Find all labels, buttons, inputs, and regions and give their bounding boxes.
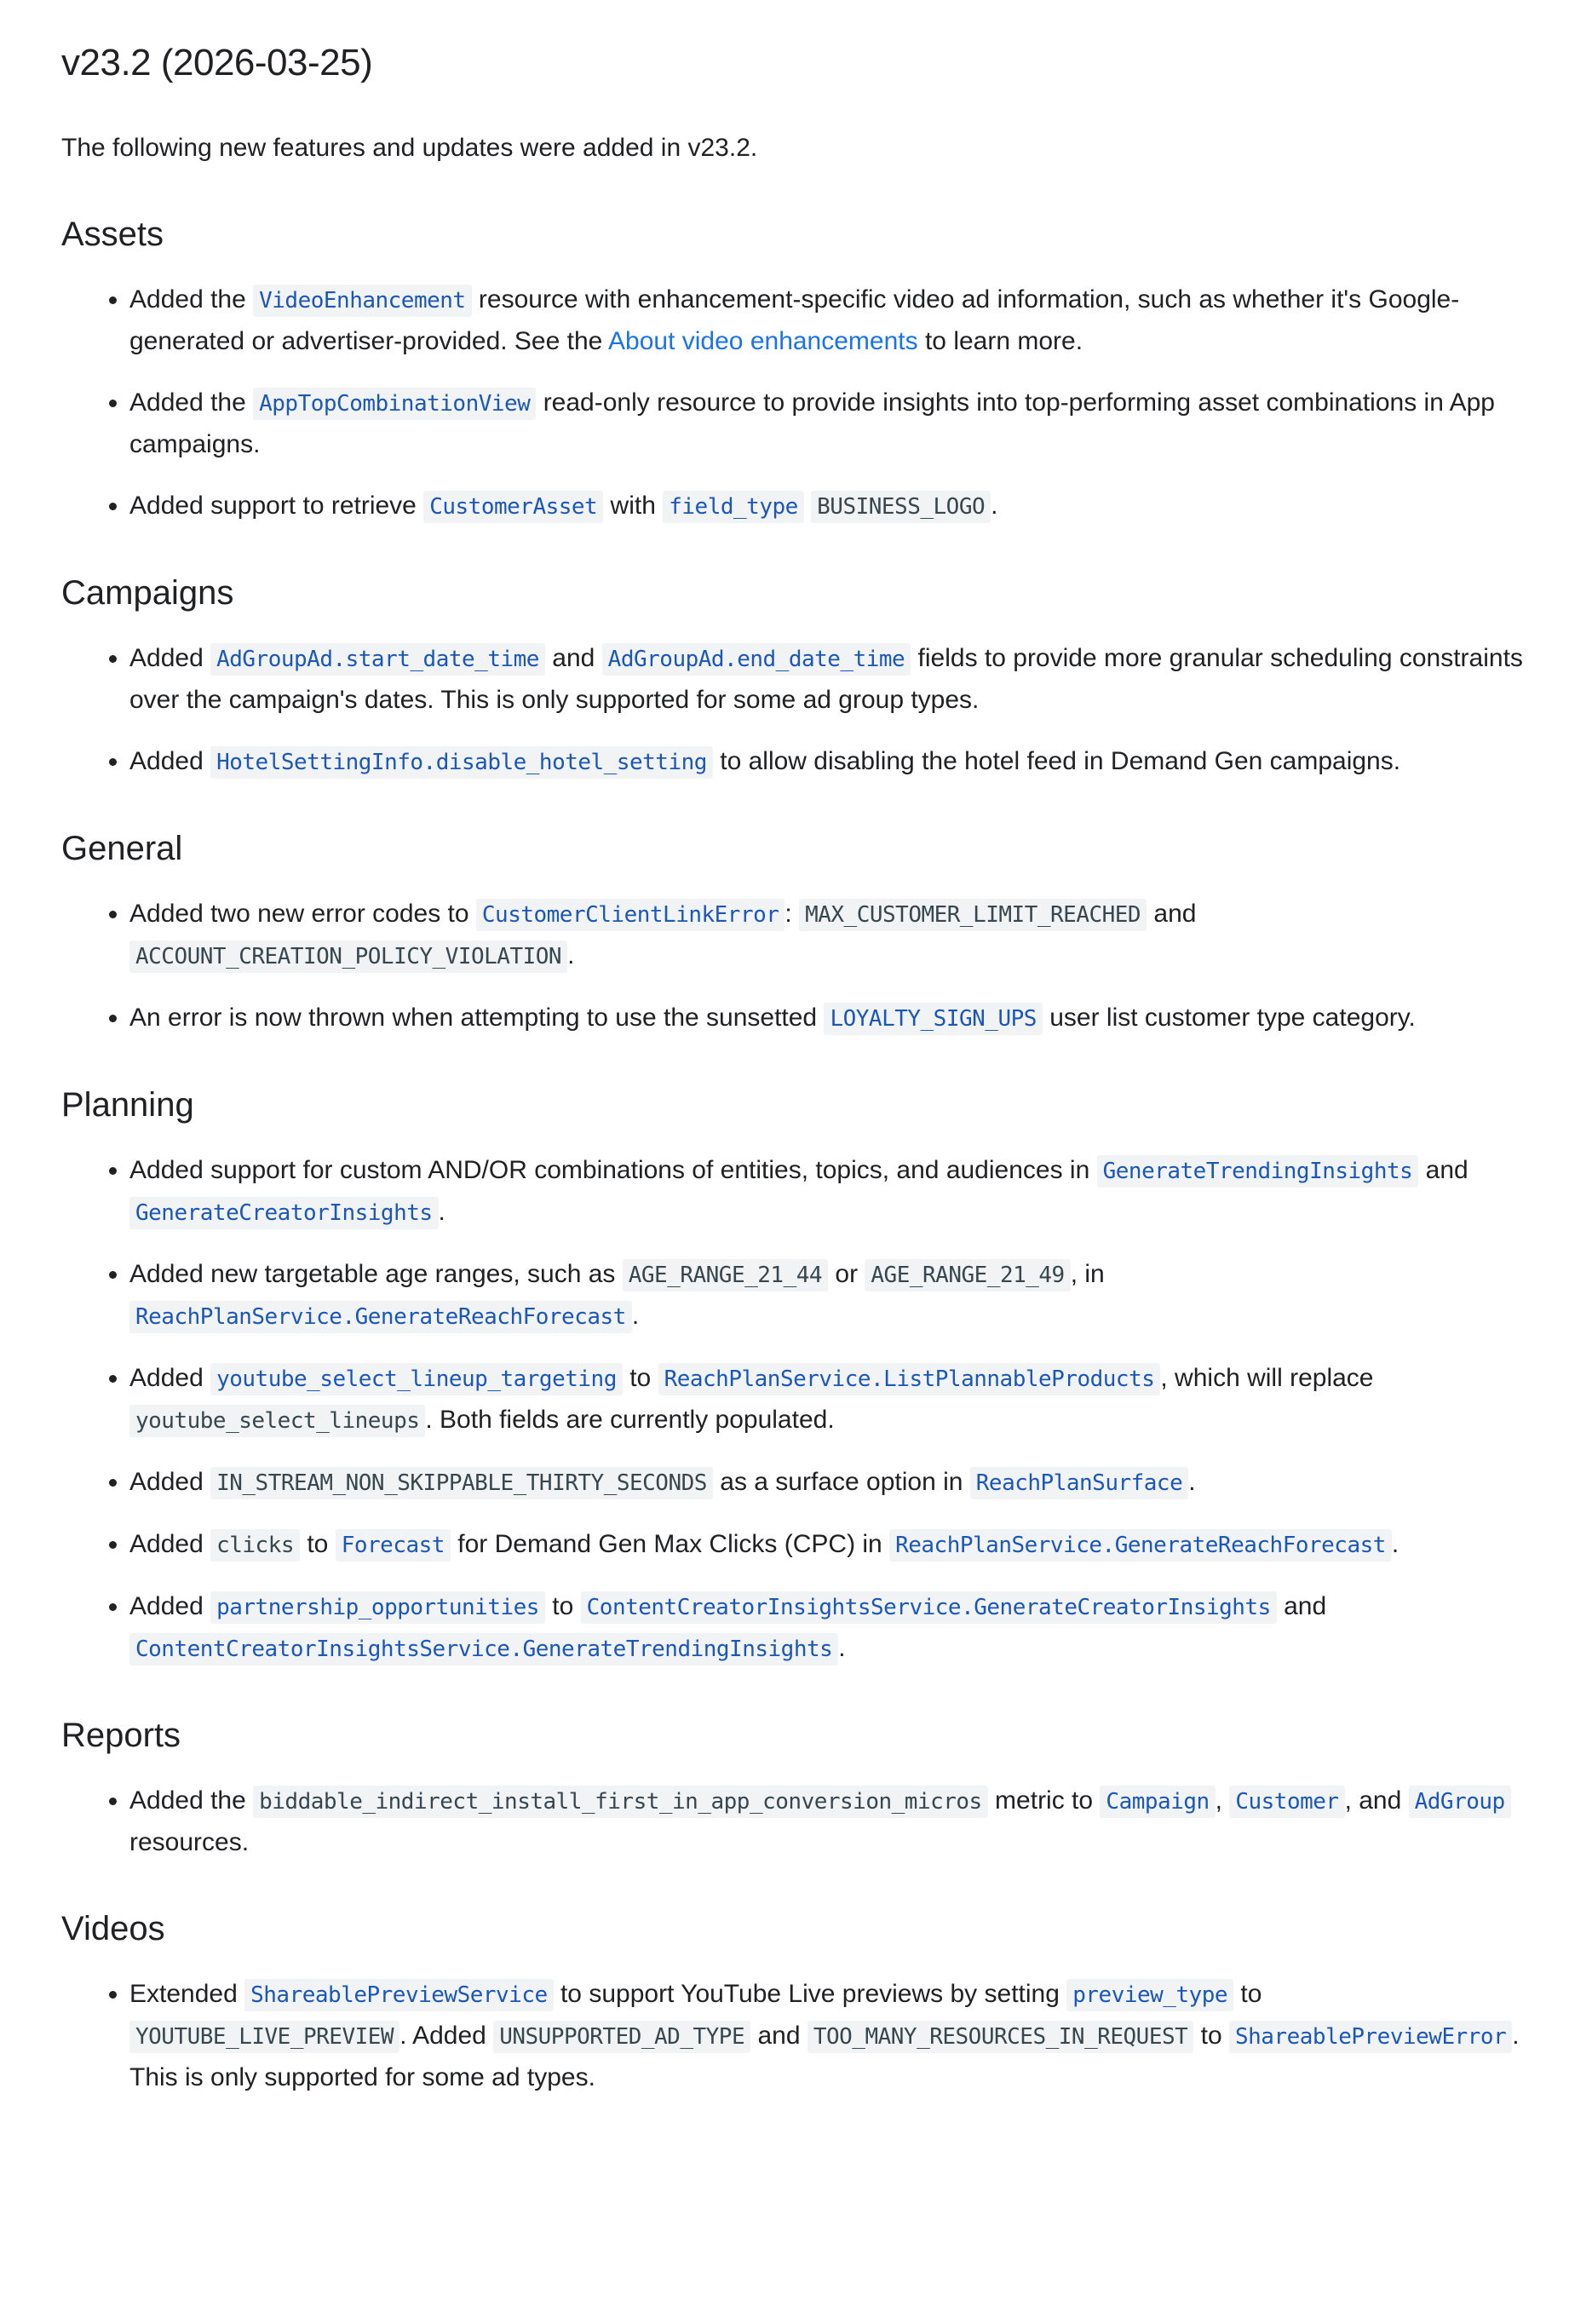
code-link[interactable]: ShareablePreviewError <box>1229 2021 1512 2053</box>
code-link[interactable]: AppTopCombinationView <box>253 388 536 420</box>
page-title: v23.2 (2026-03-25) <box>61 42 373 83</box>
body-text: and <box>1147 900 1197 928</box>
section-heading-reports: Reports <box>61 1717 181 1754</box>
section-list-campaigns <box>61 638 1543 783</box>
code-link[interactable]: GenerateCreatorInsights <box>129 1197 439 1229</box>
code-text: biddable_indirect_install_first_in_app_conversion_micros <box>253 1786 988 1818</box>
section-list-planning <box>61 1150 1543 1670</box>
section-list-assets <box>61 279 1543 527</box>
section-list-reports <box>61 1780 1543 1863</box>
body-text: to <box>622 1364 658 1392</box>
list-item <box>129 1150 1543 1234</box>
body-text: read-only resource to provide insights into top-performing asset combinations in App campaigns. <box>129 388 1495 458</box>
code-link[interactable]: AdGroupAd.end_date_time <box>602 643 911 676</box>
code-text: UNSUPPORTED_AD_TYPE <box>493 2021 750 2053</box>
code-text: ACCOUNT_CREATION_POLICY_VIOLATION <box>129 941 567 973</box>
list-item <box>129 1586 1543 1670</box>
code-text: MAX_CUSTOMER_LIMIT_REACHED <box>799 899 1147 931</box>
code-text: AGE_RANGE_21_49 <box>865 1259 1070 1291</box>
body-text: for Demand Gen Max Clicks (CPC) in <box>450 1530 890 1558</box>
body-text: user list customer type category. <box>1042 1004 1416 1032</box>
code-link[interactable]: ShareablePreviewService <box>244 1979 554 2011</box>
body-text: Added <box>129 747 211 775</box>
body-text: Added the <box>129 1786 254 1815</box>
body-text: . <box>631 1302 640 1330</box>
code-text: clicks <box>210 1529 300 1562</box>
code-link[interactable]: Campaign <box>1100 1786 1215 1818</box>
list-item <box>129 1462 1543 1504</box>
section-list-videos <box>61 1974 1543 2098</box>
list-item <box>129 894 1543 977</box>
body-text: Added <box>129 1364 211 1392</box>
code-text: youtube_select_lineups <box>129 1405 425 1437</box>
body-text: to support YouTube Live previews by setting <box>553 1980 1067 2008</box>
body-text: to <box>1193 2022 1229 2050</box>
body-text: . <box>1391 1530 1399 1558</box>
body-text: Added <box>129 1530 211 1558</box>
code-text: TOO_MANY_RESOURCES_IN_REQUEST <box>807 2021 1193 2053</box>
sections-container <box>61 211 1543 2098</box>
code-link[interactable]: field_type <box>663 491 804 523</box>
body-text: to learn more. <box>917 327 1083 355</box>
body-text: metric to <box>987 1786 1101 1815</box>
body-text: , <box>1215 1786 1230 1815</box>
intro-text: The following new features and updates were added in v23.2. <box>61 134 758 162</box>
body-text: : <box>784 900 800 928</box>
body-text: or <box>828 1260 865 1288</box>
list-item <box>129 1524 1543 1566</box>
list-item <box>129 1358 1543 1441</box>
release-notes <box>61 0 1543 2098</box>
body-text: resource with enhancement-specific video ad information, such as whether it's Google-generated or advertiser-provided. See the <box>129 285 1460 355</box>
code-link[interactable]: LOYALTY_SIGN_UPS <box>824 1003 1042 1035</box>
body-text: to allow disabling the hotel feed in Demand Gen campaigns. <box>712 747 1401 775</box>
body-text: to <box>1233 1980 1262 2008</box>
section-heading-general: General <box>61 830 183 867</box>
body-text <box>804 492 811 520</box>
list-item <box>129 279 1543 362</box>
code-link[interactable]: ReachPlanService.ListPlannableProducts <box>658 1363 1161 1395</box>
body-text: to <box>300 1530 336 1558</box>
body-text: Extended <box>129 1980 245 2008</box>
body-text: as a surface option in <box>712 1468 970 1496</box>
code-link[interactable]: ReachPlanService.GenerateReachForecast <box>889 1529 1392 1562</box>
code-link[interactable]: Customer <box>1229 1786 1344 1818</box>
body-text: Added <box>129 644 211 672</box>
list-item <box>129 1254 1543 1337</box>
body-text: . Both fields are currently populated. <box>425 1406 835 1434</box>
body-text: and <box>1418 1156 1468 1184</box>
body-text: Added two new error codes to <box>129 900 476 928</box>
code-link[interactable]: ReachPlanSurface <box>970 1467 1188 1499</box>
body-text: Added support to retrieve <box>129 492 424 520</box>
list-item <box>129 383 1543 465</box>
body-text: Added the <box>129 388 254 417</box>
body-text: Added <box>129 1592 211 1620</box>
body-text: and <box>750 2022 807 2050</box>
list-item <box>129 1780 1543 1863</box>
body-text: . <box>1188 1468 1196 1496</box>
code-link[interactable]: CustomerAsset <box>423 491 603 523</box>
body-text: to <box>544 1592 581 1620</box>
code-link[interactable]: CustomerClientLinkError <box>476 899 785 931</box>
code-link[interactable]: Forecast <box>336 1529 451 1562</box>
code-link[interactable]: ReachPlanService.GenerateReachForecast <box>129 1301 632 1333</box>
list-item <box>129 741 1543 783</box>
body-text: and <box>544 644 602 672</box>
body-text: and <box>1276 1592 1327 1620</box>
code-link[interactable]: ContentCreatorInsightsService.GenerateTrendingInsights <box>129 1633 838 1665</box>
code-link[interactable]: preview_type <box>1066 1979 1233 2011</box>
code-text: YOUTUBE_LIVE_PREVIEW <box>129 2021 399 2053</box>
doc-link[interactable]: About video enhancements <box>608 327 918 355</box>
body-text: resources. <box>129 1828 250 1856</box>
body-text: . Added <box>399 2022 494 2050</box>
list-item <box>129 998 1543 1039</box>
body-text: , which will replace <box>1160 1364 1374 1392</box>
section-heading-planning: Planning <box>61 1086 194 1124</box>
body-text: Added the <box>129 285 254 314</box>
code-text: BUSINESS_LOGO <box>811 491 991 523</box>
body-text: with <box>603 492 664 520</box>
code-link[interactable]: AdGroupAd.start_date_time <box>210 643 545 676</box>
body-text: Added support for custom AND/OR combinations of entities, topics, and audiences in <box>129 1156 1097 1184</box>
section-heading-videos: Videos <box>61 1910 165 1947</box>
code-link[interactable]: youtube_select_lineup_targeting <box>210 1363 623 1395</box>
code-text: AGE_RANGE_21_44 <box>623 1259 828 1291</box>
body-text: , in <box>1070 1260 1105 1288</box>
body-text: Added <box>129 1468 211 1496</box>
body-text: . <box>991 492 998 520</box>
list-item <box>129 486 1543 527</box>
list-item <box>129 638 1543 721</box>
code-link[interactable]: partnership_opportunities <box>210 1591 545 1624</box>
code-link[interactable]: AdGroup <box>1409 1786 1511 1818</box>
body-text: , and <box>1344 1786 1409 1815</box>
code-link[interactable]: VideoEnhancement <box>253 285 471 317</box>
section-list-general <box>61 894 1543 1039</box>
body-text: An error is now thrown when attempting to use the sunsetted <box>129 1004 825 1032</box>
code-link[interactable]: GenerateTrendingInsights <box>1097 1155 1419 1188</box>
body-text: Added new targetable age ranges, such as <box>129 1260 623 1288</box>
body-text: fields to provide more granular scheduling constraints over the campaign's dates. This is only supported for some ad group types. <box>129 644 1523 714</box>
body-text: . <box>438 1198 445 1226</box>
body-text: . This is only supported for some ad types. <box>129 2022 1520 2091</box>
section-heading-campaigns: Campaigns <box>61 574 234 612</box>
code-text: IN_STREAM_NON_SKIPPABLE_THIRTY_SECONDS <box>210 1467 713 1499</box>
code-link[interactable]: HotelSettingInfo.disable_hotel_setting <box>210 746 713 779</box>
list-item <box>129 1974 1543 2098</box>
body-text: . <box>838 1634 846 1662</box>
body-text: . <box>567 941 575 969</box>
code-link[interactable]: ContentCreatorInsightsService.GenerateCreatorInsights <box>581 1591 1277 1624</box>
section-heading-assets: Assets <box>61 216 164 253</box>
